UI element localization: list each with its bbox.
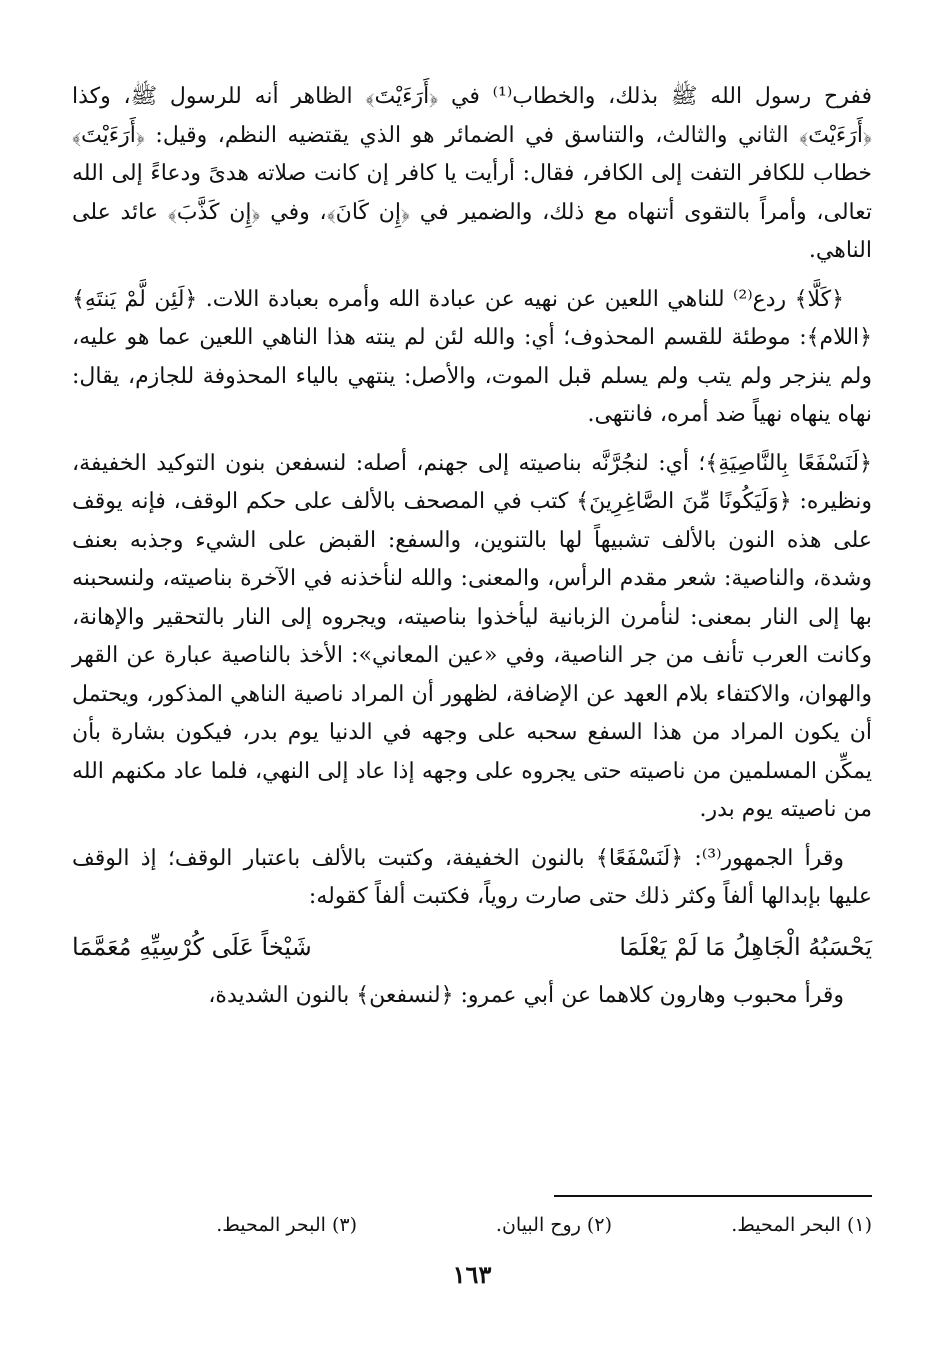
paragraph-5: وقرأ محبوب وهارون كلاهما عن أبي عمرو: ﴿لنسفعن﴾ بالنون الشديدة، bbox=[208, 982, 844, 1008]
verse-first-hemistich: يَحْسَبُهُ الْجَاهِلُ مَا لَمْ يَعْلَمَا bbox=[619, 932, 872, 961]
poetry-verse bbox=[72, 927, 872, 967]
footnote-2: (٢) روح البيان. bbox=[495, 1214, 612, 1236]
paragraph-3: ﴿لَنَسْفَعًا بِالنَّاصِيَةِ﴾؛ أي: لنجُرَّنَّه بناصيته إلى جهنم، أصله: لنسفعن بنون التوكيد الخفيفة، ونظيره: ﴿وَلَيَكُونًا مِّنَ الصَّاغِرِينَ﴾ كتب في المصحف بالألف على حكم الوقف، فإنه يوقف على هذه النون بالألف تشبيهاً لها بالتنوين، والسفع: القبض على الشيء وجذبه بعنف وشدة، والناصية: شعر مقدم الرأس، والمعنى: والله لنأخذنه في الآخرة بناصيته، ولنسحبنه بها إلى النار بمعنى: لنأمرن الزبانية ليأخذوا بناصيته، ويجروه إلى النار بالتحقير والإهانة، وكانت العرب تأنف من جر الناصية، وفي «عين المعاني»: الأخذ بالناصية عبارة عن القهر والهوان، والاكتفاء بلام العهد عن الإضافة، لظهور أن المراد ناصية الناهي المذكور، ويحتمل أن يكون المراد من هذا السفع سحبه على وجهه في الدنيا يوم بدر، فيكون بشارة بأن يمكِّن المسلمين من ناصيته حتى يجروه على وجهه إذا عاد إلى النهي، فلما عاد مكنهم الله من ناصيته يوم بدر. bbox=[72, 450, 872, 822]
footnote-1: (١) البحر المحيط. bbox=[731, 1214, 872, 1236]
footnote-3: (٣) البحر المحيط. bbox=[216, 1214, 357, 1236]
page-number: ١٦٣ bbox=[452, 1260, 492, 1289]
footnotes bbox=[72, 1210, 872, 1240]
paragraph-1: ففرح رسول الله ﷺ بذلك، والخطاب⁽¹⁾ في ﴿أَرَءَيْتَ﴾ الظاهر أنه للرسول ﷺ، وكذا ﴿أَرَءَيْتَ﴾ الثاني والثالث، والتناسق في الضمائر هو الذي يقتضيه النظم، وقيل: ﴿أَرَءَيْتَ﴾ خطاب للكافر التفت إلى الكافر، فقال: أرأيت يا كافر إن كانت صلاته هدىً ودعاءً إلى الله تعالى، وأمراً بالتقوى أتنهاه مع ذلك، والضمير في ﴿إِن كَانَ﴾، وفي ﴿إِن كَذَّبَ﴾ عائد على الناهي. bbox=[72, 84, 872, 263]
footnote-divider bbox=[554, 1195, 872, 1197]
paragraph-4: وقرأ الجمهور⁽³⁾: ﴿لَنَسْفَعًا﴾ بالنون الخفيفة، وكتبت بالألف باعتبار الوقف؛ إذ الوقف عليها بإبدالها ألفاً وكثر ذلك حتى صارت روياً، فكتبت ألفاً كقوله: bbox=[72, 845, 872, 909]
paragraph-2: ﴿كَلَّا﴾ ردع⁽²⁾ للناهي اللعين عن نهيه عن عبادة الله وأمره بعبادة اللات. ﴿لَئِن لَّمْ يَنتَهِ﴾ ﴿اللام﴾: موطئة للقسم المحذوف؛ أي: والله لئن لم ينته هذا الناهي اللعين عما هو عليه، ولم ينزجر ولم يتب ولم يسلم قبل الموت، والأصل: ينتهي بالياء المحذوفة للجازم، يقال: نهاه ينهاه نهياً ضد أمره، فانتهى. bbox=[72, 286, 872, 427]
verse-second-hemistich: شَيْخاً عَلَى كُرْسِيِّهِ مُعَمَّمَا bbox=[72, 932, 312, 961]
main-text bbox=[72, 78, 872, 1025]
